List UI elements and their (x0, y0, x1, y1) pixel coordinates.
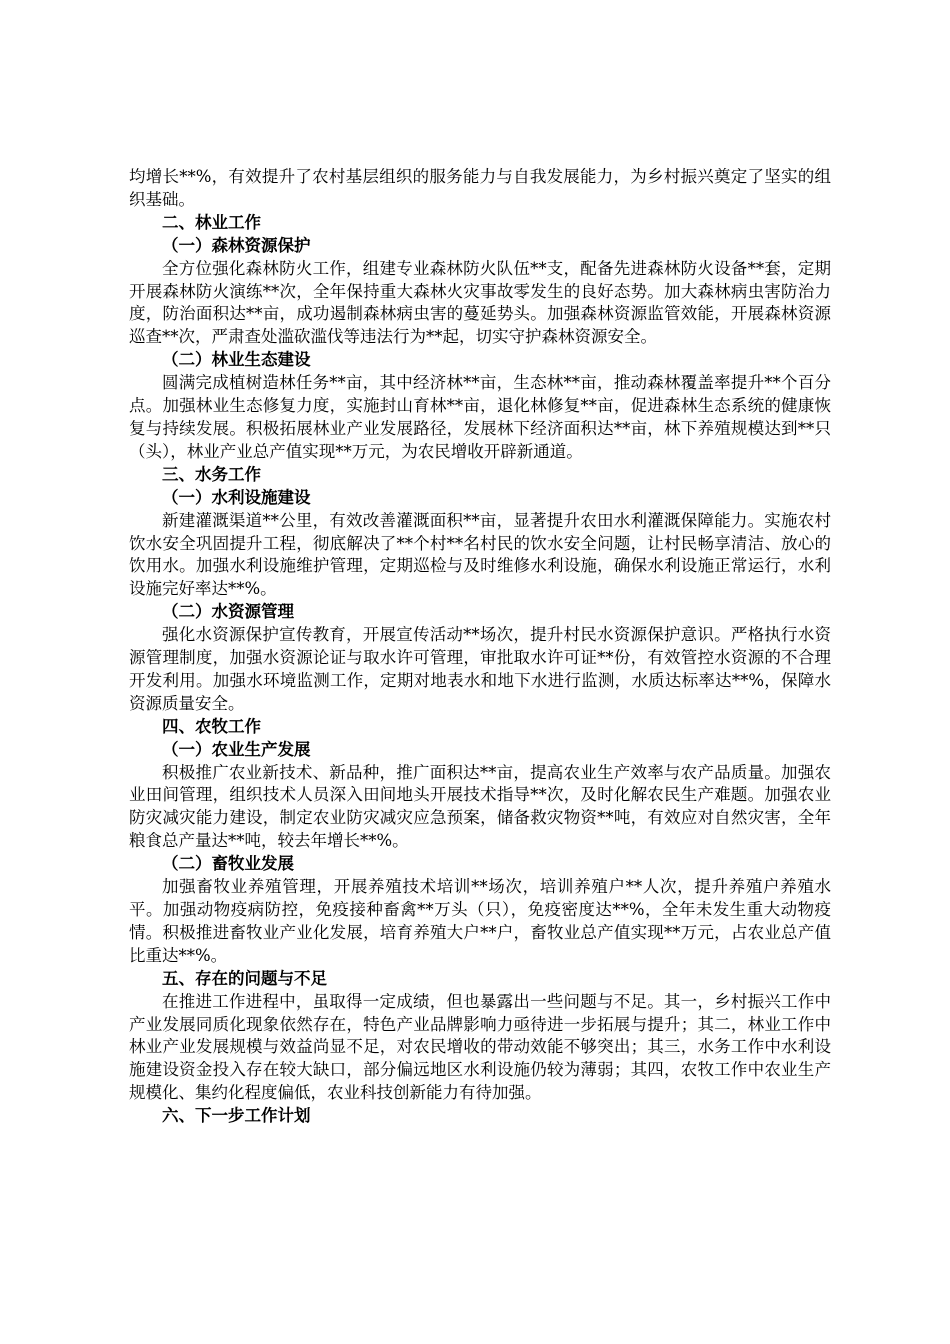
paragraph-water-facilities: 新建灌溉渠道**公里，有效改善灌溉面积**亩，显著提升农田水利灌溉保障能力。实施农村饮水安全巩固提升工程，彻底解决了**个村**名村民的饮水安全问题，让村民畅享清洁、放心的饮用水。加强水利设施维护管理，定期巡检与及时维修水利设施，确保水利设施正常运行，水利设施完好率达**%。 (129, 510, 831, 599)
paragraph-forest-ecology: 圆满完成植树造林任务**亩，其中经济林**亩，生态林**亩，推动森林覆盖率提升**个百分点。加强林业生态修复力度，实施封山育林**亩，退化林修复**亩，促进森林生态系统的健康恢复与持续发展。积极拓展林业产业发展路径，发展林下经济面积达**亩，林下养殖规模达到**只（头），林业产业总产值实现**万元，为农民增收开辟新通道。 (129, 373, 831, 461)
paragraph-water-resources: 强化水资源保护宣传教育，开展宣传活动**场次，提升村民水资源保护意识。严格执行水资源管理制度，加强水资源论证与取水许可管理，审批取水许可证**份，有效管控水资源的不合理开发利用。加强水环境监测工作，定期对地表水和地下水进行监测，水质达标率达**%，保障水资源质量安全。 (129, 625, 831, 713)
subsection-heading-water-resources: （二）水资源管理 (162, 602, 294, 622)
subsection-heading-forest-protection: （一）森林资源保护 (162, 235, 311, 255)
paragraph-problems: 在推进工作进程中，虽取得一定成绩，但也暴露出一些问题与不足。其一，乡村振兴工作中产业发展同质化现象依然存在，特色产业品牌影响力亟待进一步拓展与提升；其二，林业工作中林业产业发展规模与效益尚显不足，对农民增收的带动效能不够突出；其三，水务工作中水利设施建设资金投入存在较大缺口，部分偏远地区水利设施仍较为薄弱；其四，农牧工作中农业生产规模化、集约化程度偏低，农业科技创新能力有待加强。 (129, 991, 831, 1103)
section-heading-problems: 五、存在的问题与不足 (162, 968, 327, 988)
section-heading-forestry: 二、林业工作 (162, 212, 261, 232)
paragraph-agri-production: 积极推广农业新技术、新品种，推广面积达**亩，提高农业生产效率与农产品质量。加强农业田间管理，组织技术人员深入田间地头开展技术指导**次，及时化解农民生产难题。加强农业防灾减灾能力建设，制定农业防灾减灾应急预案，储备救灾物资**吨，有效应对自然灾害，全年粮食总产量达**吨，较去年增长**%。 (129, 762, 831, 851)
subsection-heading-livestock: （二）畜牧业发展 (162, 854, 294, 874)
subsection-heading-water-facilities: （一）水利设施建设 (162, 487, 311, 507)
section-heading-water: 三、水务工作 (162, 464, 261, 484)
section-heading-next-plan: 六、下一步工作计划 (162, 1106, 311, 1126)
subsection-heading-agri-production: （一）农业生产发展 (162, 739, 311, 759)
paragraph-forest-protection: 全方位强化森林防火工作，组建专业森林防火队伍**支，配备先进森林防火设备**套，定期开展森林防火演练**次，全年保持重大森林火灾事故零发生的良好态势。加大森林病虫害防治力度，防治面积达**亩，成功遏制森林病虫害的蔓延势头。加强森林资源监管效能，开展森林资源巡查**次，严肃查处滥砍滥伐等违法行为**起，切实守护森林资源安全。 (129, 258, 831, 347)
subsection-heading-forest-ecology: （二）林业生态建设 (162, 350, 311, 370)
paragraph-continuation: 均增长**%，有效提升了农村基层组织的服务能力与自我发展能力，为乡村振兴奠定了坚实的组织基础。 (129, 167, 831, 209)
paragraph-livestock: 加强畜牧业养殖管理，开展养殖技术培训**场次，培训养殖户**人次，提升养殖户养殖水平。加强动物疫病防控，免疫接种畜禽**万头（只），免疫密度达**%，全年未发生重大动物疫情。积极推进畜牧业产业化发展，培育养殖大户**户，畜牧业总产值实现**万元，占农业总产值比重达**%。 (129, 877, 831, 965)
section-heading-agriculture: 四、农牧工作 (162, 716, 261, 736)
document-page (129, 166, 831, 1128)
